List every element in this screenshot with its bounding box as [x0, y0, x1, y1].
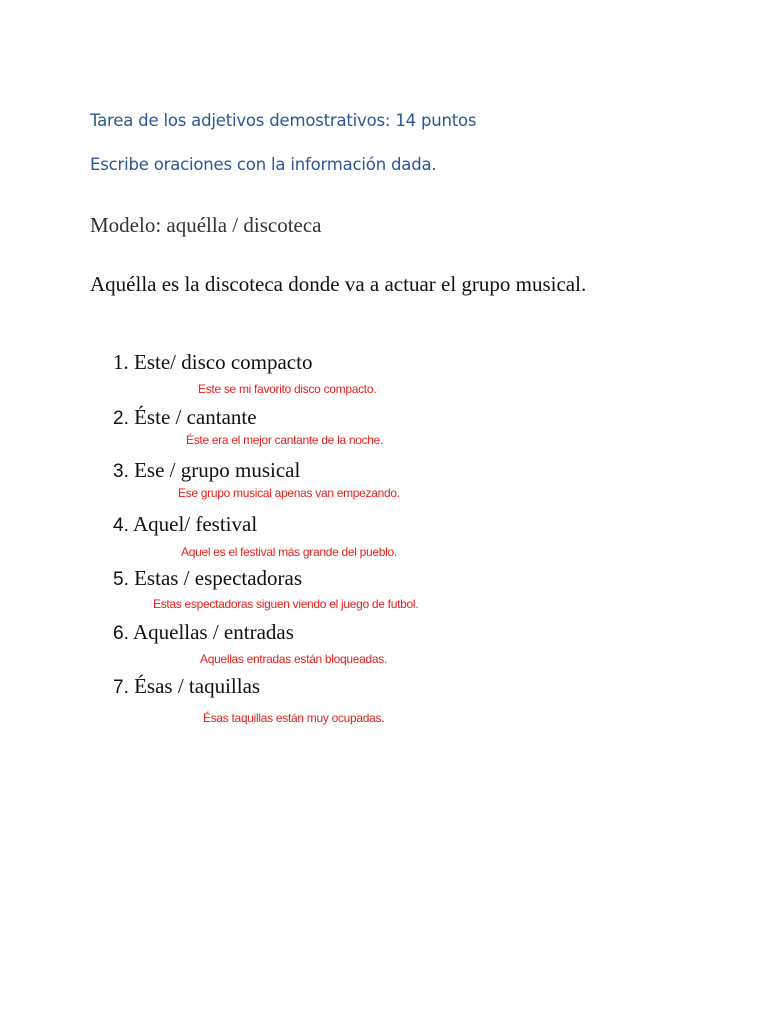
item-number: 7. — [113, 677, 129, 698]
list-item-7 — [113, 674, 260, 699]
list-item-2 — [113, 405, 257, 430]
list-item-5 — [113, 566, 302, 591]
list-item-3 — [113, 458, 300, 483]
item-number: 3. — [113, 461, 129, 482]
item-number: 4. — [113, 515, 129, 536]
answer-4: Aquel es el festival más grande del pueblo. — [181, 545, 397, 559]
item-number: 6. — [113, 623, 129, 644]
item-prompt: Ese / grupo musical — [134, 458, 301, 482]
item-prompt: Aquellas / entradas — [132, 620, 294, 644]
item-prompt: Éste / cantante — [134, 405, 257, 429]
answer-3: Ese grupo musical apenas van empezando. — [178, 486, 400, 500]
model-sentence: Aquélla es la discoteca donde va a actuar el grupo musical. — [90, 272, 587, 296]
answer-7: Ésas taquillas están muy ocupadas. — [203, 711, 385, 725]
item-number: 2. — [113, 408, 129, 429]
answer-6: Aquellas entradas están bloqueadas. — [200, 652, 387, 666]
list-item-1 — [113, 350, 312, 375]
item-prompt: Ésas / taquillas — [134, 674, 261, 698]
assignment-title: Tarea de los adjetivos demostrativos: 14 puntos — [90, 111, 477, 130]
list-item-6 — [113, 620, 294, 645]
model-label: Modelo: aquélla / discoteca — [90, 213, 322, 237]
list-item-4 — [113, 512, 257, 537]
item-number: 1. — [113, 350, 129, 374]
item-number: 5. — [113, 569, 129, 590]
item-prompt: Aquel/ festival — [132, 512, 258, 536]
item-prompt: Este/ disco compacto — [134, 350, 313, 374]
answer-5: Estas espectadoras siguen viendo el juego de futbol. — [153, 597, 419, 611]
item-prompt: Estas / espectadoras — [134, 566, 303, 590]
answer-1: Este se mi favorito disco compacto. — [198, 382, 377, 396]
answer-2: Éste era el mejor cantante de la noche. — [186, 433, 384, 447]
instructions: Escribe oraciones con la información dada. — [90, 155, 437, 174]
